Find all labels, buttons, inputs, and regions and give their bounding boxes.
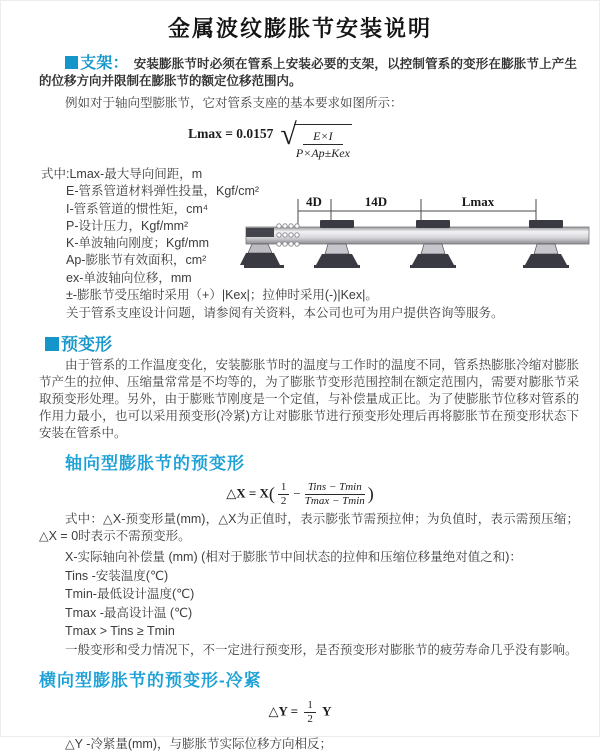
definition-line: Ap-膨胀节有效面积，cm² (66, 253, 207, 268)
parameter-line: 一般变形和受力情况下，不一定进行预变形，是否预变形对膨胀节的疲劳寿命几乎没有影响。 (65, 642, 578, 657)
half-fraction: $\frac{1}{2}$ (304, 699, 316, 726)
axial-predeform-subheading: 轴向型膨胀节的预变形 (65, 454, 245, 474)
support-note-line: 关于管系支座设计问题，请参阅有关资料，本公司也可为用户提供咨询等服务。 (66, 306, 504, 321)
formula-prefix: △Y = (268, 703, 299, 719)
support-intro-paragraph (39, 55, 577, 90)
formula-root (280, 118, 351, 160)
definition-line: K-单波轴向刚度；Kgf/mm (66, 236, 210, 251)
support-example-line: 例如对于轴向型膨胀节，它对管系支座的基本要求如图所示： (65, 96, 403, 110)
page-title: 金属波纹膨胀节安装说明 (167, 16, 432, 41)
close-paren: ) (367, 483, 374, 504)
predeform-section-label: 预变形 (61, 335, 112, 355)
section-square-icon (45, 337, 59, 351)
support-intro-text: 安装膨胀节时必须在管系上安装必要的支架，以控制管系的变形在膨胀节上产生的位移方向并限制在膨胀节的额定位移范围内。 (39, 57, 577, 88)
axial-predeform-formula (1, 481, 599, 508)
lateral-predeform-subheading: 横向型膨胀节的预变形-冷紧 (39, 671, 262, 691)
dim-label-4d: 4D (306, 194, 322, 209)
parameter-line: Tmin-最低设计温度(℃) (65, 587, 195, 602)
radical-icon: √ (280, 118, 297, 151)
axial-formula-explain: 式中：△X-预变形量(mm)，△X为正值时，表示膨张节需预拉伸；为负值时，表示需预压缩；△X = 0时表示不需预变形。 (39, 512, 579, 544)
parameter-line: Tmax -最高设计温 (℃) (65, 605, 193, 620)
definition-line: I-管系管道的惯性矩，cm⁴ (66, 201, 209, 216)
half-fraction: $\frac{1}{2}$ (278, 481, 290, 508)
predeform-section-heading (45, 330, 599, 355)
parameter-line: X-实际轴向补偿量 (mm) (相对于膨胀节中间状态的拉伸和压缩位移量绝对值之和)： (65, 550, 522, 565)
formula-denominator: P×Ap±Kex (295, 146, 350, 160)
open-paren: ( (268, 483, 275, 504)
predeform-paragraph: 由于管系的工作温度变化，安装膨胀节时的温度与工作时的温度不同，管系热膨胀冷缩对膨胀节产生的拉伸、压缩量常常是不均等的，为了膨胀节变形范围控制在额定范围内，需要对膨胀节采取预变形处理。另外，由于膨账节刚度是一个定值，与补偿量成正比。为了使膨胀节位移对管系的作用力最小，也可以采用预变形(冷紧)方让对膨胀节进行预变形处理后再将膨胀节在预变形状态下安装在管系中。 (39, 358, 579, 441)
support-section-label: 支架： (80, 55, 129, 72)
definition-line: ex-单波轴向位移，mm (66, 270, 192, 285)
dim-label-lmax: Lmax (461, 194, 495, 209)
lateral-formula-explain: △Y -冷紧量(mm)，与膨胀节实际位移方向相反； (65, 737, 333, 752)
formula-prefix: △X = X (226, 485, 269, 501)
parameter-line: Tmax > Tins ≥ Tmin (65, 624, 175, 639)
definition-line: P-设计压力，Kgf/mm² (66, 218, 189, 233)
formula-numerator: E×I (303, 129, 342, 145)
dim-label-14d: 14D (364, 194, 388, 209)
lateral-predeform-formula (1, 699, 599, 726)
temperature-fraction: $\frac{\text{Tins − Tmin}}{Tmax - Tmin}$ (304, 481, 365, 508)
guide-spacing-formula (1, 118, 539, 160)
formula-suffix: Y (322, 703, 332, 719)
axial-parameter-list (65, 548, 599, 659)
definition-line: ±-膨胀节受压缩时采用（+）|Kex|；拉伸时采用(-)|Kex|。 (66, 288, 378, 303)
definition-line: 式中:Lmax-最大导向间距，m (41, 167, 203, 181)
minus-sign: − (293, 485, 301, 501)
parameter-line: Tins -安装温度(℃) (65, 568, 169, 583)
section-square-icon (65, 56, 78, 69)
pipe-support-diagram (244, 191, 596, 287)
definition-line: E-管系管道材料弹性投量，Kgf/cm² (66, 184, 260, 199)
formula-lhs: Lmax = 0.0157 (188, 126, 274, 141)
